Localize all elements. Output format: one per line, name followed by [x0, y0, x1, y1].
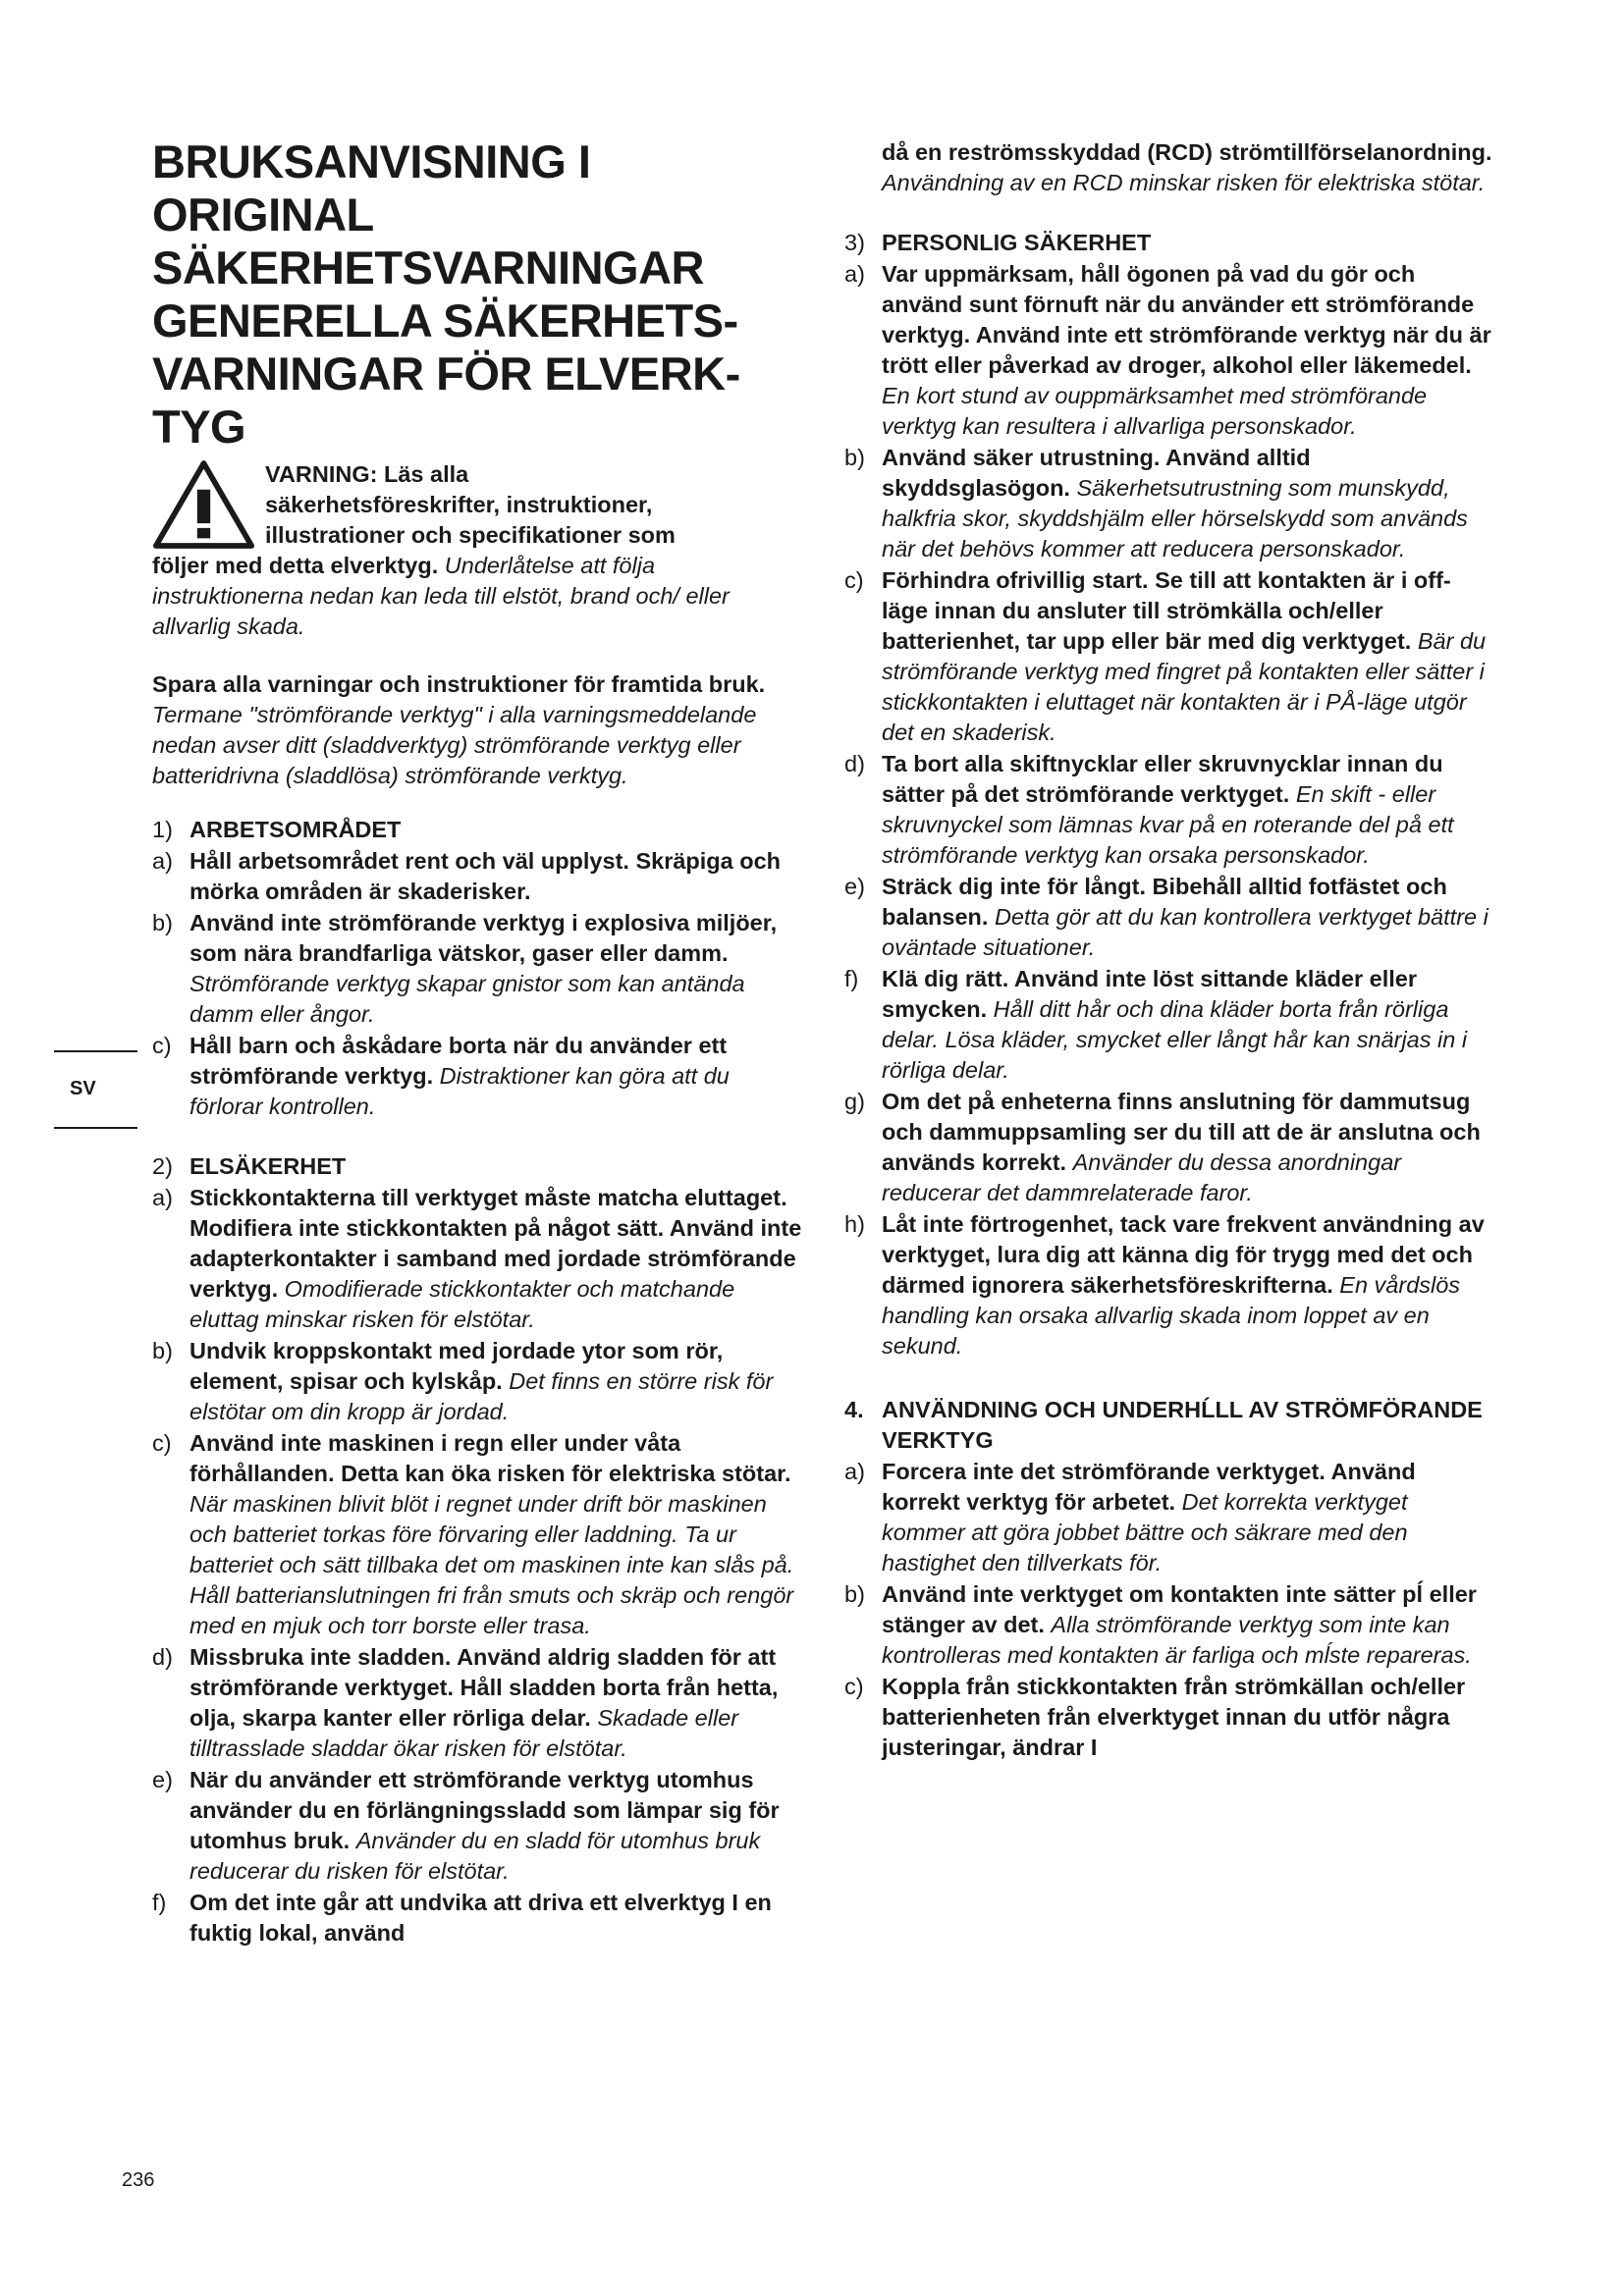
title-line: VARNINGAR FÖR ELVERK-: [152, 347, 740, 400]
save-heading: Spara alla varningar och instruktioner för framtida bruk.: [152, 671, 766, 697]
left-column: [152, 135, 805, 1949]
list-item: a) Var uppmärksam, håll ögonen på vad du gör och använd sunt förnuft när du använder ett strömförande verktyg. Använd inte ett strömförande verktyg när du är trött eller påverkad av droger, alkohol eller läkemedel. En kort stund av ouppmärksamhet med strömförande verktyg kan resultera i allvarliga personskador.: [844, 261, 1491, 439]
warning-triangle-icon: [152, 459, 255, 550]
section-heading: [152, 1151, 805, 1182]
list-item: b) Använd säker utrustning. Använd alltid skyddsglasögon. Säkerhetsutrustning som munskydd, halkfria skor, skyddshjälm eller hörselskydd som används när det behövs kommer att reducera personskador.: [844, 445, 1468, 561]
warning-line: säkerhetsföreskrifter, instruktioner,: [265, 492, 653, 517]
title-line: BRUKSANVISNING I ORIGINAL: [152, 135, 591, 240]
section-heading: [844, 228, 1492, 258]
list-item: a) Håll arbetsområdet rent och väl upplyst. Skräpiga och mörka områden är skaderisker.: [152, 848, 782, 904]
warning-line: följer med detta elverktyg.: [152, 553, 439, 578]
warning-line: illustrationer och specifikationer som: [265, 522, 676, 548]
list-item: b) Använd inte strömförande verktyg i explosiva miljöer, som nära brandfarliga vätskor, gaser eller damm. Strömförande verktyg skapar gnistor som kan antända damm eller ångor.: [152, 910, 778, 1027]
list-item: a) Forcera inte det strömförande verktyget. Använd korrekt verktyg för arbetet. Det korrekta verktyget kommer att göra jobbet bättre och säkrare med den hastighet den tillverkats för.: [844, 1459, 1416, 1575]
save-description: Termane "strömförande verktyg" i alla varningsmeddelande nedan avser ditt (sladdverktyg) strömförande verktyg eller batteridrivna (sladdlösa) strömförande verktyg.: [152, 702, 757, 788]
section-number: 4.: [844, 1397, 864, 1422]
title-line: SÄKERHETSVARNINGAR: [152, 241, 704, 294]
list-item: g) Om det på enheterna finns anslutning för dammutsug och dammuppsamling ser du till att de är anslutna och används korrekt. Använder du dessa anordningar reducerar det dammrelaterade faror.: [844, 1089, 1481, 1205]
language-tab: [54, 1042, 137, 1137]
list-item: c) Använd inte maskinen i regn eller under våta förhållanden. Detta kan öka risken för elektriska stötar. När maskinen blivit blöt i regnet under drift bör maskinen och batteriet torkas före förvaring eller laddning. Ta ur batteriet och sätt tillbaka det om maskinen inte kan slås på. Håll batterianslutningen fri från smuts och skräp och rengör med en mjuk och torr borste eller trasa.: [152, 1430, 794, 1638]
list-item: h) Låt inte förtrogenhet, tack vare frekvent användning av verktyget, lura dig att känna dig för trygg med det och därmed ignorera säkerhetsföreskrifterna. En vårdslös handling kan orsaka allvarlig skada inom loppet av en sekund.: [844, 1211, 1485, 1359]
save-instructions: [152, 669, 805, 791]
warning-block: [152, 459, 805, 642]
section-number: 1): [152, 817, 173, 842]
title-line: TYG: [152, 400, 246, 453]
section-heading: [844, 1395, 1492, 1456]
right-column: [844, 137, 1492, 1763]
list-item: b) Undvik kroppskontakt med jordade ytor som rör, element, spisar och kylskåp. Det finns en större risk för elstötar om din kropp är jordad.: [152, 1338, 774, 1424]
section-number: 3): [844, 230, 865, 255]
list-item: f) Klä dig rätt. Använd inte löst sittande kläder eller smycken. Håll ditt hår och dina kläder borta från rörliga delar. Lösa kläder, smycket eller långt hår kan snärjas in i rörliga delar.: [844, 966, 1468, 1083]
section-number: 2): [152, 1153, 173, 1179]
warning-heading: VARNING: Läs alla: [265, 461, 469, 487]
list-item: d) Missbruka inte sladden. Använd aldrig sladden för att strömförande verktyget. Håll sladden borta från hetta, olja, skarpa kanter eller rörliga delar. Skadade eller tilltrasslade sladdar ökar risken för elstötar.: [152, 1644, 779, 1761]
list-item: b) Använd inte verktyget om kontakten inte sätter pĺ eller stänger av det. Alla strömförande verktyg som inte kan kontrolleras med kontakten är farliga och mĺste repareras.: [844, 1581, 1477, 1668]
section-title: ELSÄKERHET: [189, 1153, 347, 1179]
tab-divider-bottom: [54, 1127, 137, 1129]
page-title: [152, 135, 805, 454]
list-item-continued: då en reströmsskyddad (RCD) strömtillförselanordning. Användning av en RCD minskar risken för elektriska stötar.: [882, 139, 1492, 195]
list-item: f) Om det inte går att undvika att driva ett elverktyg I en fuktig lokal, använd: [152, 1890, 772, 1946]
list-item: c) Håll barn och åskådare borta när du använder ett strömförande verktyg. Distraktioner kan göra att du förlorar kontrollen.: [152, 1033, 730, 1119]
list-item: e) Sträck dig inte för långt. Bibehåll alltid fotfästet och balansen. Detta gör att du kan kontrollera verktyget bättre i oväntade situationer.: [844, 874, 1489, 960]
list-item: a) Stickkontakterna till verktyget måste matcha eluttaget. Modifiera inte stickkontakten på något sätt. Använd inte adapterkontakter i samband med jordade strömförande verktyg. Omodifierade stickkontakter och matchande eluttag minskar risken för elstötar.: [152, 1185, 802, 1332]
section-title: ANVÄNDNING OCH UNDERHĹLL AV STRÖMFÖRANDE VERKTYG: [882, 1397, 1483, 1453]
section-heading: [152, 815, 805, 845]
list-item: c) Förhindra ofrivillig start. Se till att kontakten är i off-läge innan du ansluter till strömkälla och/eller batterienhet, tar upp eller bär med dig verktyget. Bär du strömförande verktyg med fingret på kontakten eller sätter i stickkontakten i eluttaget när kontakten är i PÅ-läge utgör det en skaderisk.: [844, 567, 1487, 745]
tab-divider-top: [54, 1050, 137, 1052]
language-code: SV: [70, 1078, 96, 1099]
list-item: e) När du använder ett strömförande verktyg utomhus använder du en förlängningssladd som lämpar sig för utomhus bruk. Använder du en sladd för utomhus bruk reducerar du risken för elstötar.: [152, 1767, 780, 1884]
list-item: c) Koppla från stickkontakten från strömkällan och/eller batterienheten från elverktyget innan du utför några justeringar, ändrar I: [844, 1674, 1466, 1760]
list-item: d) Ta bort alla skiftnycklar eller skruvnycklar innan du sätter på det strömförande verktyget. En skift - eller skruvnyckel som lämnas kvar på en roterande del på ett strömförande verktyg kan orsaka personskador.: [844, 751, 1454, 868]
page-number: 236: [122, 2169, 155, 2191]
section-title: PERSONLIG SÄKERHET: [882, 230, 1152, 255]
warning-consequence: Underlåtelse att följa instruktionerna nedan kan leda till elstöt, brand och/ eller allvarlig skada.: [152, 553, 730, 639]
title-line: GENERELLA SÄKERHETS-: [152, 294, 738, 347]
section-title: ARBETSOMRÅDET: [189, 817, 402, 842]
